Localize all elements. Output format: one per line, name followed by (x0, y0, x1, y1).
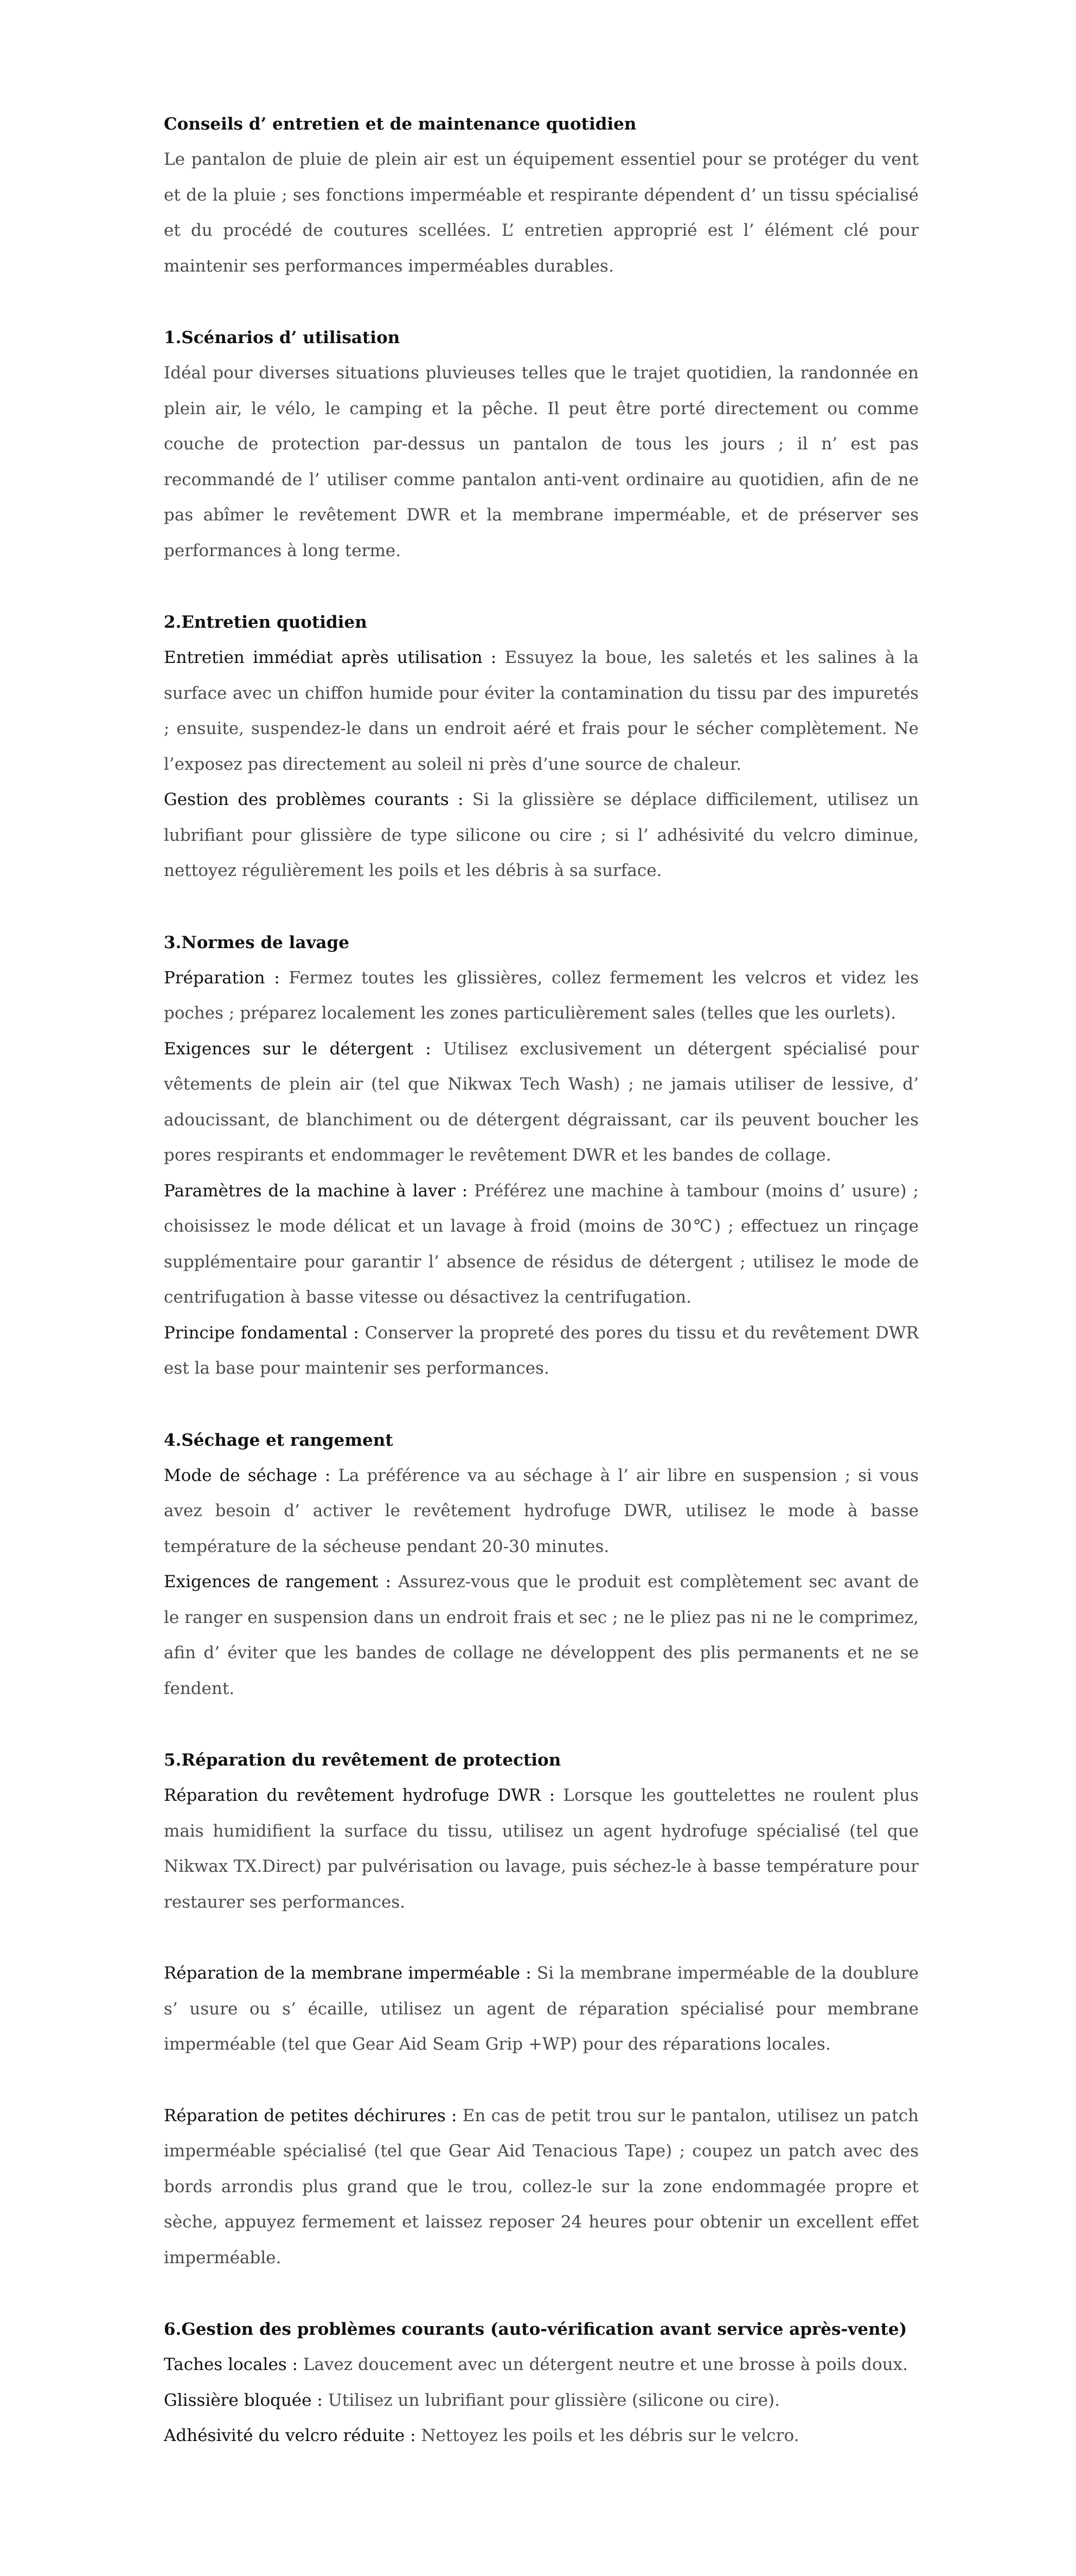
velcro-label: Adhésivité du velcro réduite : (164, 2426, 416, 2445)
washing-detergent (164, 1032, 919, 1174)
machine-settings-label: Paramètres de la machine à laver : (164, 1181, 468, 1201)
immediate-care-label: Entretien immédiat après utilisation : (164, 648, 497, 667)
section-drying-storage (164, 1422, 919, 1707)
usage-paragraph: Idéal pour diverses situations pluvieuses telles que le trajet quotidien, la randonnée en plein air, le vélo, le camping et la pêche. Il peut être porté directement ou comme couche de protection par-dessus un pantalon de tous les jours ; il n’ est pas recommandé de l’ utiliser comme pantalon anti-vent ordinaire au quotidien, afin de ne pas abîmer le revêtement DWR et la membrane imperméable, et de préserver ses performances à long terme. (164, 363, 919, 561)
stains-text: Lavez doucement avec un détergent neutre et une brosse à poils doux. (298, 2355, 908, 2374)
section-troubleshooting (164, 2311, 919, 2454)
preparation-text: Fermez toutes les glissières, collez fermement les velcros et videz les poches ; préparez localement les zones particulièrement sales (telles que les ourlets). (164, 968, 919, 1023)
principle-label: Principe fondamental : (164, 1323, 359, 1343)
tear-repair-label: Réparation de petites déchirures : (164, 2105, 457, 2126)
immediate-care-text: Essuyez la boue, les saletés et les salines à la surface avec un chiffon humide pour éviter la contamination du tissu par des impuretés ; ensuite, suspendez-le dans un endroit aéré et frais pour le sécher complètement. Ne l’exposez pas directement au soleil ni près d’une source de chaleur. (164, 648, 919, 774)
spacer (164, 2063, 919, 2098)
preparation-label: Préparation : (164, 968, 280, 988)
spacer (164, 569, 919, 604)
intro-section (164, 106, 919, 284)
intro-paragraph: Le pantalon de pluie de plein air est un équipement essentiel pour se protéger du vent et de la pluie ; ses fonctions imperméable et respirante dépendent d’ un tissu spécialisé et du procédé de coutures scellées. L’ entretien approprié est l’ élément clé pour maintenir ses performances imperméables durables. (164, 150, 919, 276)
storage-requirements (164, 1564, 919, 1706)
common-problems-text: Si la glissière se déplace difficilement, utilisez un lubrifiant pour glissière de type silicone ou cire ; si l’ adhésivité du velcro diminue, nettoyez régulièrement les poils et les débris à sa surface. (164, 790, 919, 880)
care-document (164, 106, 919, 2454)
section-title-daily-care: 2.Entretien quotidien (164, 613, 367, 632)
dwr-repair-text: Lorsque les gouttelettes ne roulent plus mais humidifient la surface du tissu, utilisez un agent hydrofuge spécialisé (tel que Nikwax TX.Direct) par pulvérisation ou lavage, puis séchez-le à basse température pour restaurer ses performances. (164, 1786, 919, 1912)
membrane-repair-label: Réparation de la membrane imperméable : (164, 1963, 531, 1983)
storage-label: Exigences de rangement : (164, 1572, 392, 1592)
spacer (164, 284, 919, 320)
repair-tears (164, 2098, 919, 2276)
detergent-text: Utilisez exclusivement un détergent spécialisé pour vêtements de plein air (tel que Nikwax Tech Wash) ; ne jamais utiliser de lessive, d’ adoucissant, de blanchiment ou de détergent dégraissant, car ils peuvent boucher les pores respirants et endommager le revêtement DWR et les bandes de collage. (164, 1039, 919, 1165)
section-title-washing: 3.Normes de lavage (164, 932, 350, 952)
washing-principle (164, 1316, 919, 1387)
daily-care-immediate (164, 640, 919, 782)
spacer (164, 1920, 919, 1956)
section-daily-care (164, 604, 919, 889)
common-problems-label: Gestion des problèmes courants : (164, 790, 464, 809)
spacer (164, 1706, 919, 1742)
machine-settings-text: Préférez une machine à tambour (moins d’ usure) ; choisissez le mode délicat et un lavage à froid (moins de 30℃) ; effectuez un rinçage supplémentaire pour garantir l’ absence de résidus de détergent ; utilisez le mode de centrifugation à basse vitesse ou désactivez la centrifugation. (164, 1181, 919, 1307)
spacer (164, 889, 919, 925)
principle-text: Conserver la propreté des pores du tissu et du revêtement DWR est la base pour maintenir ses performances. (164, 1323, 919, 1378)
trouble-stains (164, 2347, 919, 2383)
section-title-troubleshooting: 6.Gestion des problèmes courants (auto-vérification avant service après-vente) (164, 2320, 907, 2339)
washing-preparation (164, 961, 919, 1032)
section-washing (164, 925, 919, 1387)
velcro-text: Nettoyez les poils et les débris sur le velcro. (415, 2426, 799, 2445)
daily-care-problems (164, 782, 919, 889)
section-title-usage: 1.Scénarios d’ utilisation (164, 328, 400, 347)
section-repair (164, 1742, 919, 2276)
dwr-repair-label: Réparation du revêtement hydrofuge DWR : (164, 1786, 555, 1805)
section-usage-scenarios (164, 320, 919, 569)
section-title-repair: 5.Réparation du revêtement de protection (164, 1750, 561, 1770)
drying-mode-text: La préférence va au séchage à l’ air libre en suspension ; si vous avez besoin d’ activer le revêtement hydrofuge DWR, utilisez le mode à basse température de la sécheuse pendant 20-30 minutes. (164, 1465, 919, 1556)
zipper-label: Glissière bloquée : (164, 2390, 323, 2410)
spacer (164, 1387, 919, 1422)
tear-repair-text: En cas de petit trou sur le pantalon, utilisez un patch imperméable spécialisé (tel que Gear Aid Tenacious Tape) ; coupez un patch avec des bords arrondis plus grand que le trou, collez-le sur la zone endommagée propre et sèche, appuyez fermement et laissez reposer 24 heures pour obtenir un excellent effet imperméable. (164, 2105, 919, 2268)
zipper-text: Utilisez un lubrifiant pour glissière (silicone ou cire). (322, 2390, 780, 2410)
trouble-velcro (164, 2418, 919, 2454)
drying-mode (164, 1458, 919, 1565)
spacer (164, 2276, 919, 2311)
document-title: Conseils d’ entretien et de maintenance quotidien (164, 114, 637, 134)
stains-label: Taches locales : (164, 2355, 298, 2374)
drying-mode-label: Mode de séchage : (164, 1465, 331, 1485)
membrane-repair-text: Si la membrane imperméable de la doublure s’ usure ou s’ écaille, utilisez un agent de réparation spécialisé pour membrane imperméable (tel que Gear Aid Seam Grip +WP) pour des réparations locales. (164, 1963, 919, 2054)
washing-machine-settings (164, 1174, 919, 1316)
storage-text: Assurez-vous que le produit est complètement sec avant de le ranger en suspension dans un endroit frais et sec ; ne le pliez pas ni ne le comprimez, afin d’ éviter que les bandes de collage ne développent des plis permanents et ne se fendent. (164, 1572, 919, 1698)
section-title-drying: 4.Séchage et rangement (164, 1430, 393, 1450)
trouble-zipper (164, 2383, 919, 2419)
repair-dwr (164, 1778, 919, 1920)
detergent-label: Exigences sur le détergent : (164, 1039, 431, 1059)
repair-membrane (164, 1956, 919, 2063)
